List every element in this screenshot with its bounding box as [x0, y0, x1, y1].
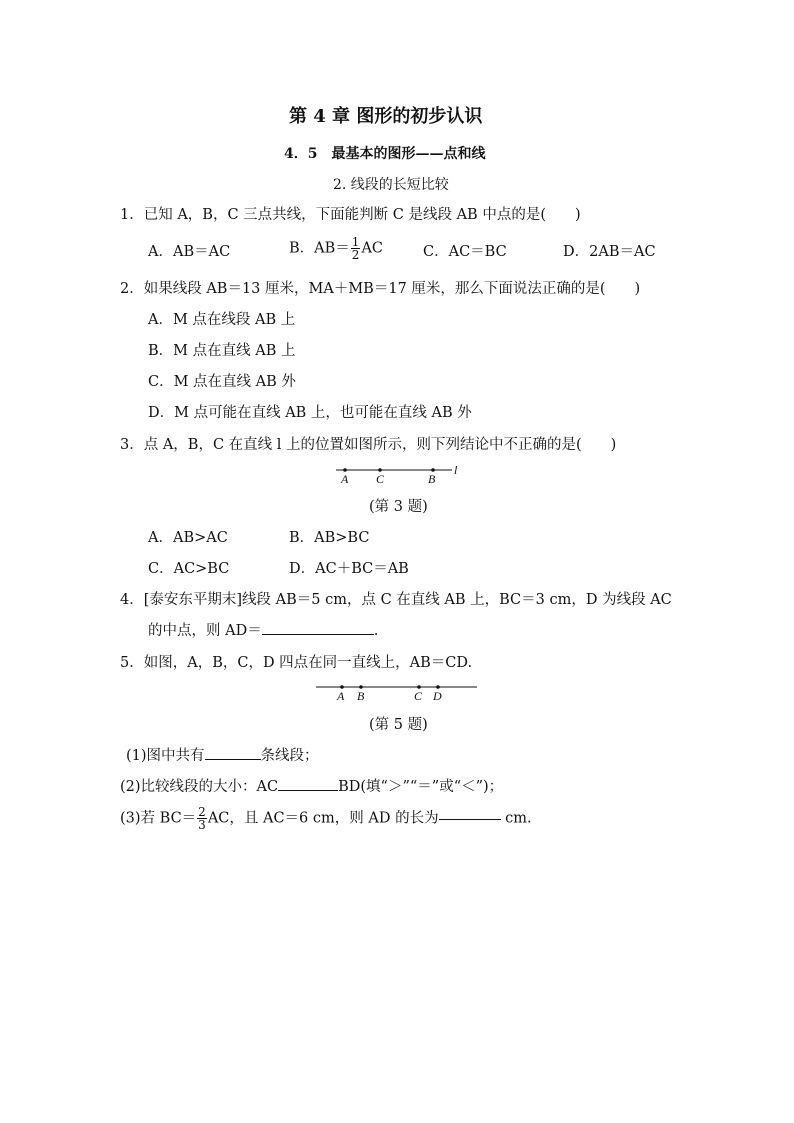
q5-part2 [120, 780, 503, 795]
q5-label-a: A [337, 689, 345, 703]
q1-option-a: A．AB＝AC [148, 244, 231, 260]
q2-stem: 2．如果线段 AB＝13 厘米，MA＋MB＝17 厘米，那么下面说法正确的是( ) [120, 281, 641, 297]
q3-option-c: C．AC>BC [148, 561, 230, 577]
q1-b-numerator: 1 [351, 235, 360, 249]
q5-p3-answer-blank[interactable] [439, 818, 501, 820]
q3-option-b: B．AB>BC [289, 530, 370, 546]
q5-p3-prefix: (3)若 BC＝ [120, 810, 197, 827]
q5-p2-prefix: (2)比较线段的大小：AC [120, 779, 279, 795]
subsection-title: 2. 线段的长短比较 [333, 177, 449, 193]
q5-p3-numerator: 2 [198, 805, 206, 819]
q3-figure [330, 460, 470, 488]
q3-label-c: C [376, 472, 385, 486]
q3-option-a: A．AB>AC [148, 530, 228, 546]
q4-line1: 4．[泰安东平期末]线段 AB＝5 cm，点 C 在直线 AB 上，BC＝3 cm，D 为线段 AC [120, 592, 672, 608]
q5-p3-fraction [197, 806, 207, 831]
q5-label-d: D [433, 689, 442, 703]
q5-p1-answer-blank[interactable] [205, 758, 261, 760]
q1-option-b-prefix: B．AB＝ [289, 240, 350, 257]
q4-answer-blank[interactable] [262, 633, 374, 635]
q2-option-c: C．M 点在直线 AB 外 [148, 374, 296, 390]
q3-option-d: D．AC＋BC＝AB [289, 561, 409, 577]
q5-p3-denominator: 3 [198, 818, 206, 832]
q5-caption: (第 5 题) [369, 717, 428, 733]
q3-label-a: A [341, 472, 349, 486]
q5-p1-prefix: (1)图中共有 [126, 748, 205, 764]
q1-option-b [289, 236, 383, 261]
q1-stem: 1．已知 A，B，C 三点共线，下面能判断 C 是线段 AB 中点的是( ) [120, 207, 581, 223]
chapter-title: 第 4 章 图形的初步认识 [289, 106, 483, 127]
q3-caption: (第 3 题) [369, 499, 428, 515]
q1-option-c: C．AC＝BC [423, 244, 507, 260]
q5-figure [312, 677, 482, 705]
q5-p1-suffix: 条线段； [260, 748, 319, 764]
q5-label-c: C [414, 689, 423, 703]
q3-label-b: B [428, 472, 436, 486]
q2-option-b: B．M 点在直线 AB 上 [148, 343, 296, 359]
q5-label-b: B [357, 689, 365, 703]
q5-p2-suffix: BD(填“＞”“＝”或“＜”)； [338, 779, 504, 795]
q4-line2 [148, 624, 378, 639]
q4-line2-suffix: . [373, 623, 379, 639]
q3-stem: 3．点 A，B，C 在直线 l 上的位置如图所示，则下列结论中不正确的是( ) [120, 437, 617, 453]
q3-label-l: l [454, 463, 458, 477]
q5-p2-answer-blank[interactable] [278, 789, 338, 791]
q1-option-d: D．2AB＝AC [563, 244, 656, 260]
q1-b-denominator: 2 [351, 248, 360, 262]
q5-p3-suffix: cm. [500, 810, 532, 827]
q5-part1 [126, 749, 319, 764]
q5-p3-mid: AC，且 AC＝6 cm，则 AD 的长为 [207, 810, 439, 827]
q2-option-d: D．M 点可能在直线 AB 上，也可能在直线 AB 外 [148, 405, 472, 421]
q1-option-b-suffix: AC [361, 240, 384, 257]
q5-stem: 5．如图，A，B，C，D 四点在同一直线上，AB＝CD. [120, 655, 473, 671]
q5-part3 [120, 806, 532, 831]
section-title: 4．5 最基本的图形——点和线 [284, 146, 486, 162]
q4-line2-prefix: 的中点，则 AD＝ [148, 623, 262, 639]
q2-option-a: A．M 点在线段 AB 上 [148, 312, 296, 328]
q1-option-b-fraction [351, 236, 361, 261]
